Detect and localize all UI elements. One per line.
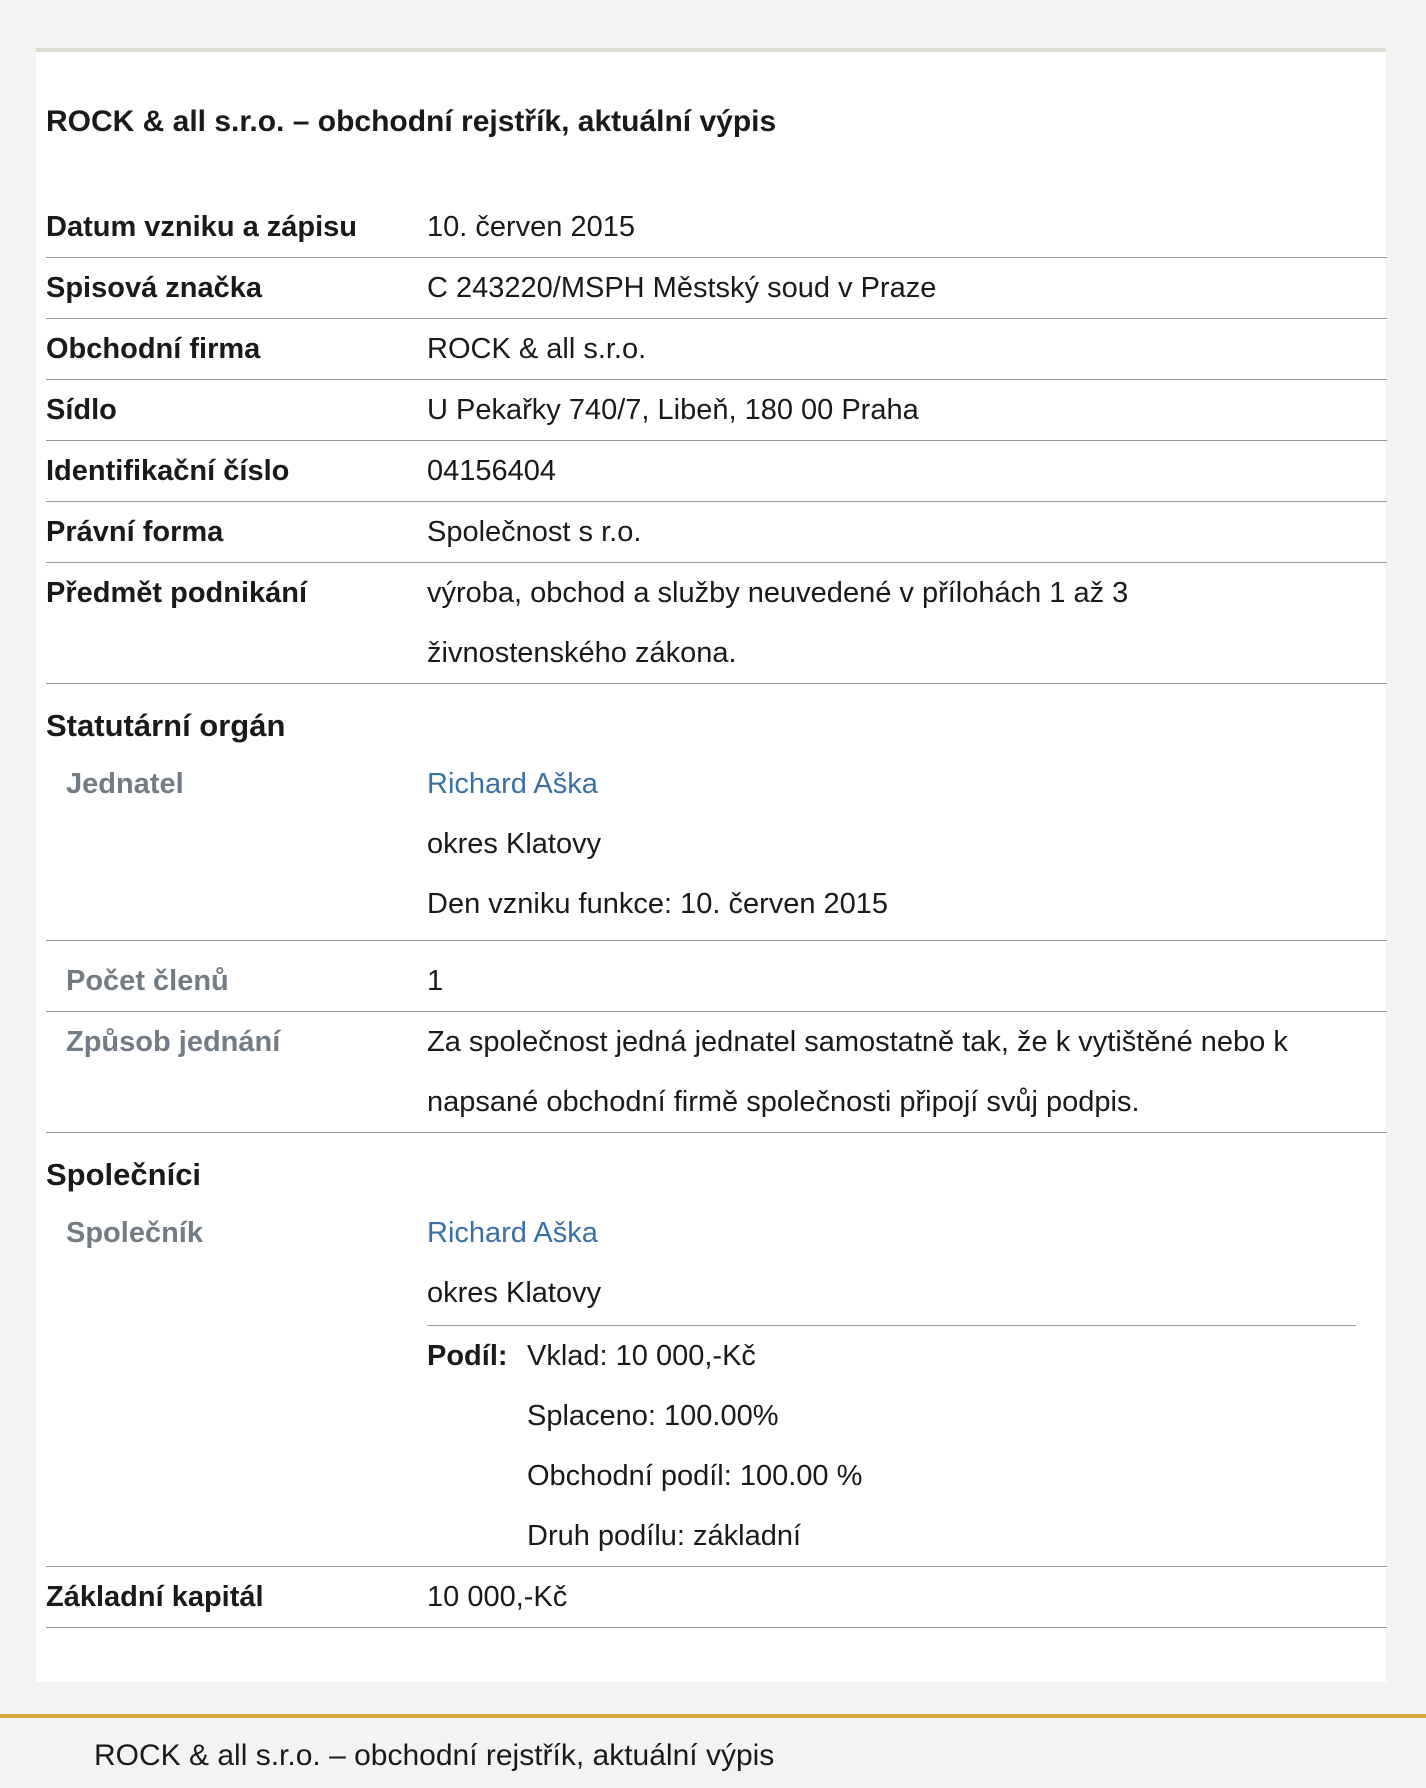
podil-obchodni: Obchodní podíl: 100.00 % [527, 1460, 863, 1492]
jednatel-label: Jednatel [46, 754, 427, 941]
datum-value: 10. červen 2015 [427, 197, 1387, 258]
spolecnik-name-link[interactable]: Richard Aška [427, 1217, 598, 1249]
pocet-label: Počet členů [46, 941, 427, 1012]
podil-vklad: Vklad: 10 000,-Kč [527, 1340, 756, 1372]
record-table [46, 197, 1387, 1628]
predmet-label: Předmět podnikání [46, 563, 427, 684]
ico-value: 04156404 [427, 441, 1387, 502]
row-statutarni-heading [46, 684, 1387, 755]
kapital-value: 10 000,-Kč [427, 1567, 1387, 1628]
spolecnik-okres: okres Klatovy [427, 1277, 602, 1309]
footer-bar [0, 1714, 1426, 1788]
row-pocet-clenu [46, 941, 1387, 1012]
record-card [36, 48, 1386, 1682]
row-spolecnik [46, 1203, 1387, 1567]
firma-value: ROCK & all s.r.o. [427, 319, 1387, 380]
row-jednatel [46, 754, 1387, 941]
kapital-label: Základní kapitál [46, 1567, 427, 1628]
spisova-label: Spisová značka [46, 258, 427, 319]
jednatel-funkce: Den vzniku funkce: 10. červen 2015 [427, 888, 889, 920]
zpusob-value: Za společnost jedná jednatel samostatně tak, že k vytištěné nebo k napsané obchodní firmě společnosti připojí svůj podpis. [427, 1012, 1387, 1133]
row-zpusob [46, 1012, 1387, 1133]
statutarni-heading: Statutární orgán [46, 708, 286, 743]
forma-label: Právní forma [46, 502, 427, 563]
row-sidlo [46, 380, 1387, 441]
datum-label: Datum vzniku a zápisu [46, 197, 427, 258]
jednatel-name-link[interactable]: Richard Aška [427, 768, 598, 800]
page-title: ROCK & all s.r.o. – obchodní rejstřík, aktuální výpis [46, 105, 777, 138]
sidlo-label: Sídlo [46, 380, 427, 441]
spolecnik-label: Společník [46, 1203, 427, 1567]
spolecnici-heading: Společníci [46, 1157, 202, 1192]
row-datum [46, 197, 1387, 258]
row-spisova [46, 258, 1387, 319]
podil-label: Podíl: [427, 1340, 508, 1372]
firma-label: Obchodní firma [46, 319, 427, 380]
spisova-value: C 243220/MSPH Městský soud v Praze [427, 258, 1387, 319]
forma-value: Společnost s r.o. [427, 502, 1387, 563]
podil-druh: Druh podílu: základní [527, 1520, 802, 1552]
row-ico [46, 441, 1387, 502]
row-firma [46, 319, 1387, 380]
podil-splaceno: Splaceno: 100.00% [527, 1400, 779, 1432]
row-predmet [46, 563, 1387, 684]
sidlo-value: U Pekařky 740/7, Libeň, 180 00 Praha [427, 380, 1387, 441]
ico-label: Identifikační číslo [46, 441, 427, 502]
footer-title: ROCK & all s.r.o. – obchodní rejstřík, aktuální výpis [94, 1739, 775, 1772]
row-forma [46, 502, 1387, 563]
predmet-value: výroba, obchod a služby neuvedené v přílohách 1 až 3 živnostenského zákona. [427, 563, 1387, 684]
zpusob-label: Způsob jednání [46, 1012, 427, 1133]
row-kapital [46, 1567, 1387, 1628]
jednatel-okres: okres Klatovy [427, 828, 602, 860]
row-spolecnici-heading [46, 1133, 1387, 1204]
podil-block [427, 1325, 1356, 1566]
pocet-value: 1 [427, 941, 1387, 1012]
